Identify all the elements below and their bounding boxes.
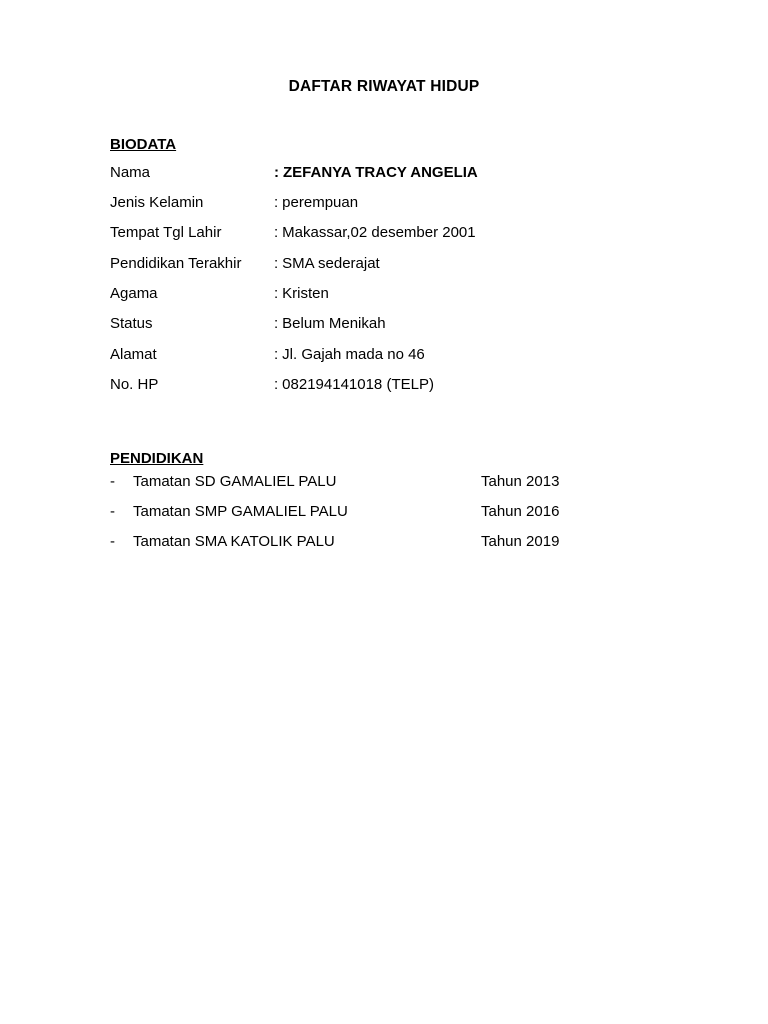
biodata-row-pendidikan-terakhir (110, 255, 670, 275)
biodata-heading: BIODATA (110, 136, 177, 153)
separator: : (274, 255, 279, 272)
bullet-dash: - (110, 533, 115, 550)
education-row (110, 503, 670, 523)
biodata-row-tempat-tgl-lahir (110, 224, 670, 244)
separator: : (274, 224, 279, 241)
separator: : (274, 315, 279, 332)
separator: : (274, 164, 279, 181)
biodata-value (274, 346, 425, 363)
biodata-row-no-hp (110, 376, 670, 396)
education-row (110, 533, 670, 553)
biodata-value-text: SMA sederajat (282, 255, 380, 272)
biodata-value-text: Kristen (282, 285, 329, 302)
separator: : (274, 376, 279, 393)
biodata-value-text: Makassar,02 desember 2001 (282, 224, 476, 241)
bullet-dash: - (110, 503, 115, 520)
biodata-value-text: perempuan (282, 194, 359, 211)
education-school: Tamatan SD GAMALIEL PALU (133, 473, 337, 490)
biodata-value-text: Belum Menikah (282, 315, 386, 332)
education-school: Tamatan SMP GAMALIEL PALU (133, 503, 348, 520)
biodata-value (274, 164, 478, 181)
biodata-row-agama (110, 285, 670, 305)
biodata-label: Jenis Kelamin (110, 194, 204, 211)
biodata-row-alamat (110, 346, 670, 366)
biodata-value-text: ZEFANYA TRACY ANGELIA (283, 164, 478, 181)
biodata-label: No. HP (110, 376, 159, 393)
biodata-value (274, 255, 380, 272)
separator: : (274, 346, 279, 363)
biodata-value (274, 194, 358, 211)
biodata-value (274, 224, 476, 241)
document-title: DAFTAR RIWAYAT HIDUP (288, 78, 480, 95)
biodata-label: Agama (110, 285, 158, 302)
biodata-value (274, 315, 386, 332)
separator: : (274, 194, 279, 211)
education-school: Tamatan SMA KATOLIK PALU (133, 533, 335, 550)
education-year: Tahun 2016 (481, 503, 560, 520)
biodata-label: Tempat Tgl Lahir (110, 224, 222, 241)
biodata-label: Pendidikan Terakhir (110, 255, 242, 272)
biodata-value (274, 376, 434, 393)
separator: : (274, 285, 279, 302)
education-row (110, 473, 670, 493)
education-year: Tahun 2019 (481, 533, 560, 550)
biodata-label: Nama (110, 164, 151, 181)
biodata-label: Alamat (110, 346, 157, 363)
biodata-row-nama (110, 164, 670, 184)
biodata-row-jenis-kelamin (110, 194, 670, 214)
pendidikan-heading: PENDIDIKAN (110, 450, 204, 467)
biodata-value (274, 285, 329, 302)
biodata-value-text: 082194141018 (TELP) (282, 376, 434, 393)
education-year: Tahun 2013 (481, 473, 560, 490)
biodata-value-text: Jl. Gajah mada no 46 (282, 346, 425, 363)
bullet-dash: - (110, 473, 115, 490)
biodata-row-status (110, 315, 670, 335)
biodata-label: Status (110, 315, 153, 332)
